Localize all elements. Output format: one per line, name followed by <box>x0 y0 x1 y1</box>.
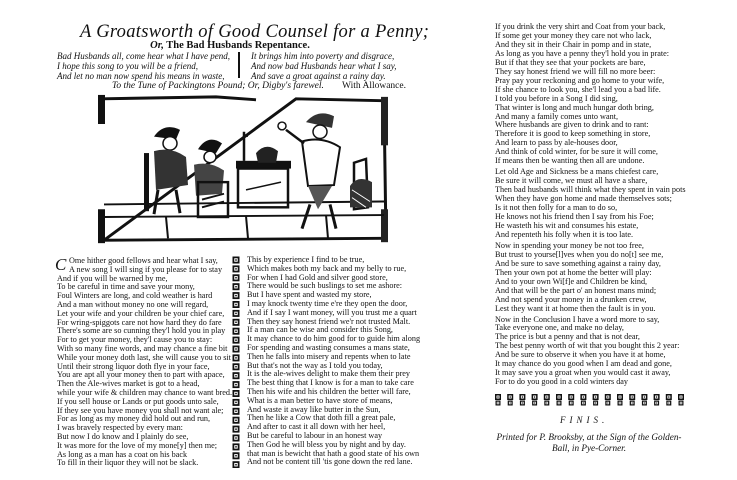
verse-line: Then they say honest friend we'r not trusted Malt. <box>247 316 411 326</box>
verse-line: Lest they want it at home then the fault is in you. <box>495 303 656 313</box>
fleuron-icon <box>544 401 549 406</box>
fleuron-icon <box>507 394 513 400</box>
verse-line: If means then be wanting then all are undone. <box>495 156 645 166</box>
verse-line: Then your own pot at home the better will play: <box>495 267 652 277</box>
fleuron-icon <box>233 443 240 450</box>
fleuron-icon <box>508 401 513 406</box>
verse-line: And that will be the part o' an honest mans mind; <box>495 285 657 295</box>
verse-line: Then he falls into misery and repents when to late <box>247 351 411 361</box>
fleuron-icon <box>233 461 240 468</box>
fleuron-icon <box>593 401 598 406</box>
fleuron-icon <box>581 401 586 406</box>
verse-line: If you drink the very shirt and Coat from your back, <box>495 22 666 31</box>
verse-line: As long as a man has a coat on his back <box>57 449 188 459</box>
verse-column-2 <box>247 256 420 467</box>
fleuron-icon <box>520 401 525 406</box>
verse-line: He knows not his friend then I say from his Foe; <box>495 212 654 222</box>
fleuron-icon <box>233 435 240 442</box>
verse-line: Let old Age and Sickness be a mans chiefest care, <box>495 167 659 177</box>
fleuron-column-icon <box>229 255 243 468</box>
subtitle-or: Or, <box>150 40 164 51</box>
fleuron-icon <box>233 390 240 397</box>
verse-line: With so many fine words, and may chance a fine bit <box>57 343 228 353</box>
intro-line: I hope this song to you will be a friend, <box>57 61 198 71</box>
fleuron-icon <box>233 274 240 281</box>
verse-line: While your money doth last, she will cause you to sit <box>57 352 231 362</box>
verse-line: And many a family comes unto want, <box>495 111 619 121</box>
fleuron-icon <box>605 394 611 400</box>
fleuron-icon <box>233 310 240 317</box>
verse-line: I told you before in a Song I did sing, <box>495 93 618 103</box>
verse-line: For wring-spiggots care not how hard they do fare <box>57 317 222 327</box>
fleuron-icon <box>666 394 672 400</box>
verse-line: The price is but a penny and that is not dear, <box>495 332 640 342</box>
fleuron-icon <box>233 408 240 415</box>
verse-line: And be sure to save something against a rainy day, <box>495 258 661 268</box>
verse-line: I was bravely respected by every man: <box>57 423 183 433</box>
fleuron-icon <box>557 401 562 406</box>
verse-line: Pray pay your reckoning and go home to your wife, <box>495 75 665 85</box>
verse-line: Where husbands are given to drink and to rant: <box>495 120 649 130</box>
subtitle-text: The Bad Husbands Repentance. <box>166 40 310 51</box>
intro-line: It brings him into poverty and disgrace, <box>251 51 395 61</box>
fleuron-icon <box>678 394 684 400</box>
verse-line: For when I had Gold and silver good store, <box>247 272 388 282</box>
fleuron-icon <box>496 401 501 406</box>
fleuron-icon <box>642 401 647 406</box>
intro-line: Bad Husbands all, come hear what I have pend, <box>57 51 230 61</box>
verse-line: To fill in their liquor they will not be slack. <box>57 458 199 468</box>
verse-line: For as long as my money did hold out and run, <box>57 414 211 424</box>
fleuron-icon <box>617 394 623 400</box>
verse-line: Let your wife and your children be your chief care, <box>57 308 225 318</box>
verse-line: He wasteth his wit and consumes his estate, <box>495 220 639 230</box>
fleuron-icon <box>233 381 240 388</box>
verse-line: There's some are so cunning they'l hold you in play <box>57 326 226 336</box>
verse-line: But now I do know and I plainly do see, <box>57 431 189 441</box>
verse-line: Ome hither good fellows and hear what I say, <box>69 256 218 265</box>
intro-line: And let no man now spend his means in waste, <box>57 71 225 81</box>
fleuron-icon <box>233 292 240 299</box>
verse-line: But that's not the way as I told you today, <box>247 360 383 370</box>
verse-stanza <box>495 316 686 388</box>
fleuron-row-icon <box>492 393 688 406</box>
intro-divider <box>238 52 240 78</box>
fleuron-icon <box>654 394 660 400</box>
fleuron-icon <box>580 394 586 400</box>
fleuron-icon <box>233 337 240 344</box>
verse-line: Be sure it will come, we must all have a share, <box>495 176 648 186</box>
verse-line: It may chance do you good when I am dead and gone, <box>495 359 672 369</box>
printer-imprint <box>489 432 689 454</box>
verse-line: This by experience I find to be true, <box>247 255 365 264</box>
verse-line: Now in spending your money be not too free, <box>495 240 644 250</box>
fleuron-icon <box>532 401 537 406</box>
verse-column-1 <box>57 257 232 468</box>
verse-line: Then his wife and his children the better will fare, <box>247 386 411 396</box>
woodcut-figure-seated-left <box>144 127 188 214</box>
verse-line: Is it not then folly for a man to do so, <box>495 203 618 213</box>
fleuron-icon <box>618 401 623 406</box>
verse-line: And waste it away like butter in the Sun, <box>247 404 381 414</box>
verse-line: But I have spent and wasted my store, <box>247 290 372 300</box>
verse-line: It may chance to do him good for to guide him along <box>247 334 421 344</box>
verse-line: But if that they see that your pockets are bare, <box>495 57 646 67</box>
fleuron-icon <box>666 401 671 406</box>
fleuron-icon <box>233 372 240 379</box>
drop-cap: C <box>55 255 67 274</box>
with-allowance: With Allowance. <box>342 81 406 91</box>
verse-line: Which makes both my back and my belly to rue, <box>247 263 407 273</box>
verse-line: And not be content till 'tis gone down the red lane. <box>247 457 413 467</box>
verse-line: The best penny worth of wit that you bought this 2 year: <box>495 341 680 351</box>
fleuron-icon <box>233 301 240 308</box>
fleuron-icon <box>495 394 501 400</box>
fleuron-icon <box>233 452 240 459</box>
verse-line: And if you will be warned by me, <box>57 273 168 283</box>
verse-line: If a man can be wise and consider this Song, <box>247 325 393 335</box>
woodcut-frame-corner <box>381 97 388 145</box>
verse-line: If some get your money they care not who lack, <box>495 30 652 40</box>
verse-line: And not spend your money in a drunken crew, <box>495 294 647 304</box>
fleuron-icon <box>630 401 635 406</box>
fleuron-icon <box>233 399 240 406</box>
verse-stanza <box>495 23 686 166</box>
fleuron-icon <box>569 401 574 406</box>
verse-line: And if I say I want money, will you trust me a quart <box>247 307 417 317</box>
verse-line: But trust to yourse[l]ves when you do no[t] see me, <box>495 249 664 259</box>
verse-line: And after to cast it all down with her heel, <box>247 422 386 432</box>
fleuron-icon <box>233 417 240 424</box>
verse-line: Foul Winters are long, and cold weather is hard <box>57 291 213 301</box>
intro-line: And save a groat against a rainy day. <box>251 71 386 81</box>
verse-line: The best thing that I know is for a man to take care <box>247 378 414 388</box>
fleuron-icon <box>233 426 240 433</box>
verse-line: And a man without money no one will regard, <box>57 299 209 309</box>
verse-line: But be careful to labour in an honest way <box>247 430 383 440</box>
verse-line: There would be such buslings to set me ashore: <box>247 281 403 291</box>
verse-line: You are apt all your money then to part with apace, <box>57 370 225 380</box>
verse-line: Then he like a Cow that doth fill a great pale, <box>247 413 396 423</box>
intro-verse-left <box>57 51 230 81</box>
verse-line: Until their strong liquor doth flye in your face, <box>57 361 210 371</box>
verse-line: Then the Ale-wives market is got to a head, <box>57 379 200 389</box>
fleuron-icon <box>544 394 550 400</box>
verse-line: If you sell house or Lands or put goods unto sale, <box>57 396 219 406</box>
tune-line: To the Tune of Packingtons Pound; Or, Digby's farewel. <box>112 81 324 91</box>
fleuron-icon <box>519 394 525 400</box>
verse-line: Therefore it is good to keep something in store, <box>495 129 651 139</box>
verse-line: And think of cold winter, for be sure it will come, <box>495 147 658 157</box>
verse-line: To be careful in time and save your mony, <box>57 282 195 292</box>
woodcut-table <box>236 132 291 208</box>
intro-verse-right <box>251 51 397 81</box>
fleuron-icon <box>233 265 240 272</box>
verse-line: It is the ale-wives delight to make them their prey <box>247 369 411 379</box>
verse-line: A new song I will sing if you please for to stay <box>69 264 223 274</box>
verse-line: For spending and wasting consumes a mans state, <box>247 342 410 352</box>
imprint-line: Ball, in Pye-Corner. <box>552 443 626 453</box>
woodcut-frame-corner <box>98 209 105 243</box>
verse-line: And to your own Wi[f]e and Children be kind, <box>495 276 648 286</box>
ballad-subtitle <box>150 40 310 51</box>
verse-stanza <box>495 242 686 314</box>
fleuron-icon <box>233 257 240 264</box>
fleuron-icon <box>233 346 240 353</box>
verse-line: They say honest friend we will fill no more beer: <box>495 66 656 76</box>
verse-line: If they see you have money you shall not want ale; <box>57 405 224 415</box>
verse-line: When they have gon home and made themselves sots; <box>495 194 672 204</box>
verse-line: What is a man better to have store of means, <box>247 395 393 405</box>
woodcut-frame-corner <box>98 95 105 124</box>
verse-line: Then bad husbands will think what they spent in vain pots <box>495 185 686 195</box>
fleuron-icon <box>532 394 538 400</box>
fleuron-icon <box>233 354 240 361</box>
verse-line: Now in the Conclusion I have a word more to say, <box>495 314 660 324</box>
fleuron-icon <box>233 328 240 335</box>
fleuron-icon <box>556 394 562 400</box>
verse-stanza <box>495 168 686 240</box>
verse-line: And they sit in their Chair in pomp and in state, <box>495 39 652 49</box>
finis: FINIS. <box>560 415 609 425</box>
fleuron-icon <box>568 394 574 400</box>
fleuron-icon <box>641 394 647 400</box>
verse-line: Take everyone one, and make no delay, <box>495 323 624 333</box>
verse-line: It may save you a groat when you would cast it away, <box>495 368 671 378</box>
verse-line: And learn to pass by ale-houses door, <box>495 138 618 148</box>
verse-line: For to do you good in a cold winters day <box>495 377 629 387</box>
verse-line: And repenteth his folly when it is too late. <box>495 229 634 239</box>
verse-line: That winter is long and much hungar doth bring, <box>495 102 654 112</box>
imprint-line: Printed for P. Brooksby, at the Sign of the Golden- <box>496 432 682 442</box>
fleuron-icon <box>593 394 599 400</box>
woodcut-tavern-scene-icon <box>96 93 391 248</box>
fleuron-icon <box>233 319 240 326</box>
verse-line: For to get your money, they'l cause you to stay: <box>57 335 213 345</box>
verse-column-3 <box>495 23 686 389</box>
fleuron-icon <box>605 401 610 406</box>
fleuron-icon <box>233 363 240 370</box>
verse-line: It was more for the love of my mone[y] then me; <box>57 440 218 450</box>
verse-line: As long as you have a penny they'l hold you in prate: <box>495 48 670 58</box>
fleuron-icon <box>629 394 635 400</box>
verse-line: that man is bewicht that hath a good state of his own <box>247 448 420 458</box>
fleuron-icon <box>654 401 659 406</box>
intro-line: And now bad Husbands hear what I say, <box>251 61 397 71</box>
verse-line: And be sure to observe it when you have it at home, <box>495 350 666 360</box>
woodcut-barrel <box>350 159 372 209</box>
fleuron-icon <box>233 283 240 290</box>
ballad-title: A Groatsworth of Good Counsel for a Penny; <box>80 22 430 42</box>
verse-line: while your wife & children may chance to want bred. <box>57 387 233 397</box>
verse-line: If she chance to look you, she'l lead you a bad life. <box>495 84 661 94</box>
fleuron-icon <box>679 401 684 406</box>
verse-line: Then God he will bless you by night and by day. <box>247 439 406 449</box>
verse-line: I may knock twenty time e're they open the door, <box>247 298 408 308</box>
